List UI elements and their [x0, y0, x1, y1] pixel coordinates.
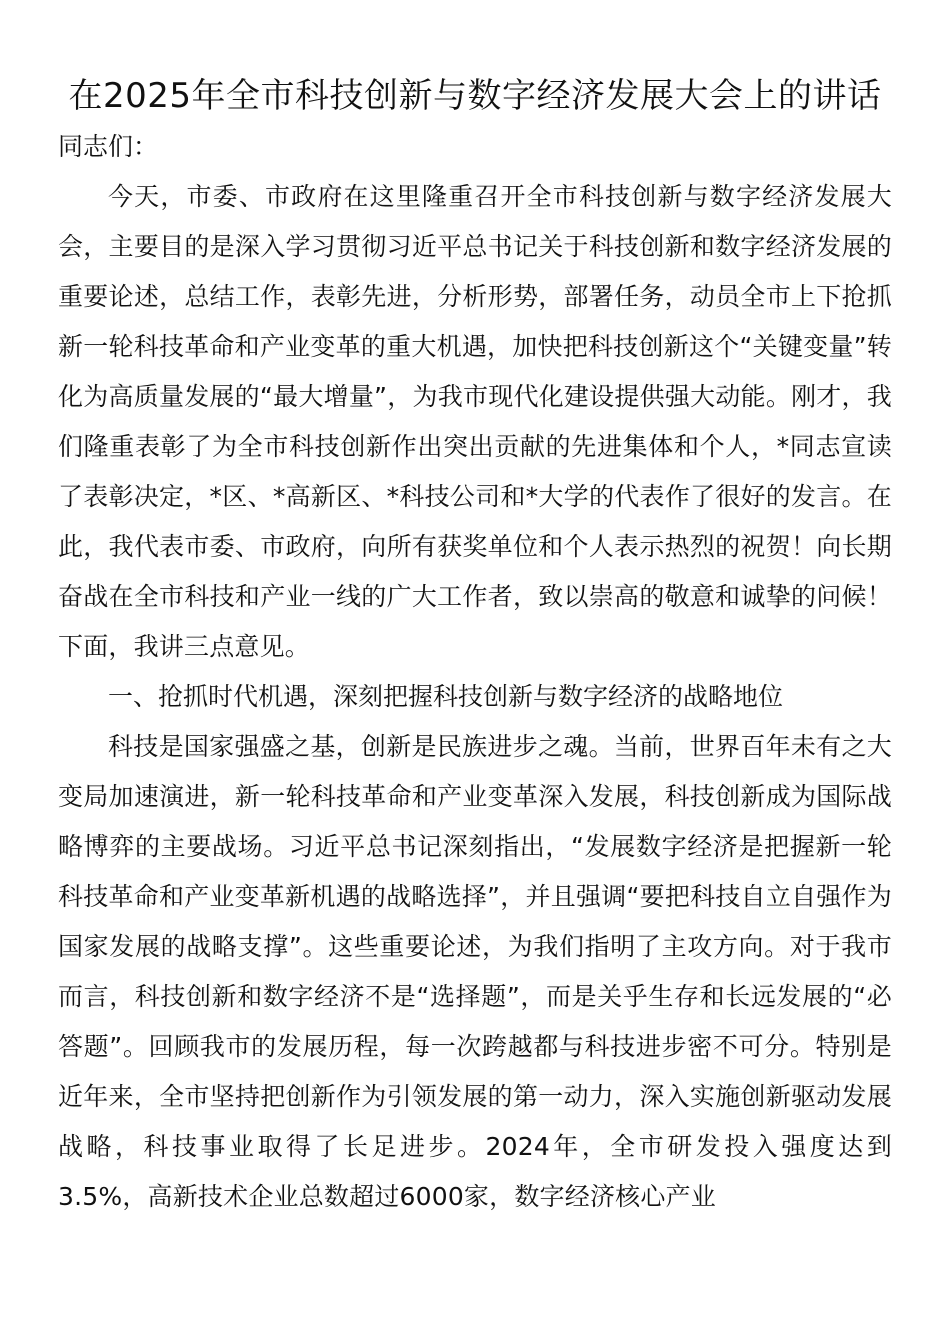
section-heading-1: 一、抢抓时代机遇，深刻把握科技创新与数字经济的战略地位: [108, 682, 784, 711]
opening-paragraph: 今天，市委、市政府在这里隆重召开全市科技创新与数字经济发展大会，主要目的是深入学习贯彻习近平总书记关于科技创新和数字经济发展的重要论述，总结工作，表彰先进，分析形势，部署任务，动员全市上下抢抓新一轮科技革命和产业变革的重大机遇，加快把科技创新这个“关键变量”转化为高质量发展的“最大增量”，为我市现代化建设提供强大动能。刚才，我们隆重表彰了为全市科技创新作出突出贡献的先进集体和个人，*同志宣读了表彰决定，*区、*高新区、*科技公司和*大学的代表作了很好的发言。在此，我代表市委、市政府，向所有获奖单位和个人表示热烈的祝贺！向长期奋战在全市科技和产业一线的广大工作者，致以崇高的敬意和诚挚的问候！下面，我讲三点意见。: [58, 182, 892, 661]
section-1-paragraph: 科技是国家强盛之基，创新是民族进步之魂。当前，世界百年未有之大变局加速演进，新一轮科技革命和产业变革深入发展，科技创新成为国际战略博弈的主要战场。习近平总书记深刻指出，“发展数字经济是把握新一轮科技革命和产业变革新机遇的战略选择”，并且强调“要把科技自立自强作为国家发展的战略支撑”。这些重要论述，为我们指明了主攻方向。对于我市而言，科技创新和数字经济不是“选择题”，而是关乎生存和长远发展的“必答题”。回顾我市的发展历程，每一次跨越都与科技进步密不可分。特别是近年来，全市坚持把创新作为引领发展的第一动力，深入实施创新驱动发展战略，科技事业取得了长足进步。2024年，全市研发投入强度达到3.5%，高新技术企业总数超过6000家，数字经济核心产业: [58, 732, 892, 1211]
salutation: 同志们：: [58, 132, 159, 161]
document-title: 在2025年全市科技创新与数字经济发展大会上的讲话: [68, 76, 882, 116]
